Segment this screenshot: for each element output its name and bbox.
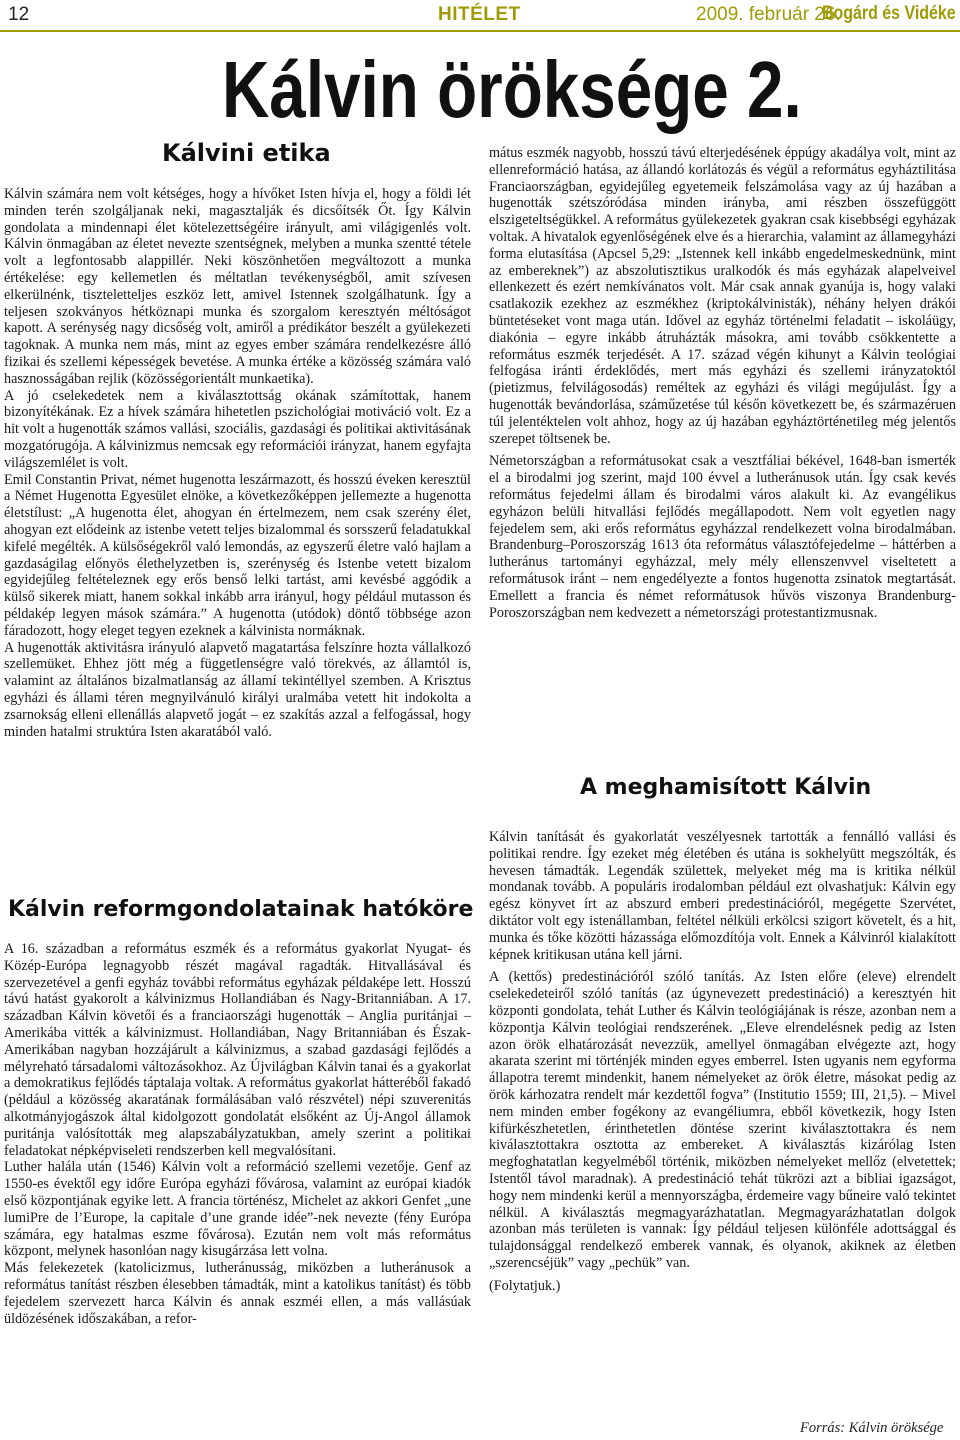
paragraph: A 16. században a református eszmék és a református gyakorlat Nyugat- és Közép-Európa legnagyobb részét magával ragadták. Hitvallásával és szervezetével a genfi egyház további református egyházak példaképe lett. Hosszú távú hatást gyakorolt a kálvinizmus Hollandiában és Nagy-Britanniában. A 17. században Kálvin követői és a franciaországi hugenották – Anglia puritánjai – Amerikába vitték a kálvinizmust. Hollandiában, Nagy Britanniában és Észak-Amerikában nagyban hozzájárult a kálvinizmus, a szabad gazdasági fejlődés a mélyreható társadalomi változásokhoz. Az Újvilágban Kálvin tanai és a gyakorlat a demokratikus fejlődés táptalaja voltak. A református gyakorlat hátteréből fakadó (például a közösség akaratának formálásában való részvétel) népi szuverenitás alkotmányjogászok által kidolgozott gondolatát elsőként az Új-Angol államok puritánja valósították meg alapszabályzatukban, amely szerint a politikai feladatokat népképviseleti rendszerben kell megvalósítani. <box>4 941 471 1159</box>
paragraph: A hugenották aktivitásra irányuló alapvető magatartása felszínre hozta vállalkozó szellemüket. Ehhez jött még a függetlenségre való törekvés, az államtól is, valamint az általános bizalmatlanság az államí tekintéllyel szemben. A Krisztus egyházi és állami téren megnyilvánuló királyi uralmába vetett hit indokolta a zsarnokság elleni ellenállás alapvető jogát – ez szakítás azzal a felfogással, hogy minden hatalmi struktúra Isten akaratából való. <box>4 639 471 740</box>
article-title: Kálvin öröksége 2. <box>222 45 802 134</box>
page-header <box>0 0 960 32</box>
right-column-lower <box>489 829 956 1295</box>
paragraph: Luther halála után (1546) Kálvin volt a reformáció szellemi vezetője. Genf az 1550-es évektől egy időre Európa egyházi fővárosa, valamint az európai kiadók első központjának egyike lett. A francia történész, Michelet az akkori Genfet „une lumiPre de l’Europe, la capitale d’une grande idée”-nek nevezte (fény Európa számára, egy hatalmas eszme fővárosa). Ezután nem volt más református központ, melynek hasonlóan nagy kisugárzása lett volna. <box>4 1159 471 1260</box>
paragraph: Emil Constantin Privat, német hugenotta leszármazott, és hosszú éveken keresztül a Német Hugenotta Egyesület elnöke, a következőképpen jellemezte a hugenotta életstílust: „A hugenotta élet, ahogyan én értelmezem, nem csak szerény élet, ahogyan ezt elődeink az istenbe vetett teljes bizalommal és sorsszerű feladatukkal kifelé megélték. A külsőségekről való lemondás, az egyszerű életre való hajlam a gazdaságilag előnyös élethelyzetben is, szerénység és Istenbe vetett bizalom egyidejűleg feltételeznek egy erős benső lelki tartást, ami kevésbé aggódik a külső sikerek miatt, hanem sokkal inkább arra irányul, hogy például mutasson és példakép legyen mások számára.” A hugenotta (utódok) döntő többsége azon fáradozott, hogy eleget tegyen ezeknek a kálvinista normáknak. <box>4 471 471 639</box>
right-column-upper <box>489 145 956 621</box>
paragraph: mátus eszmék nagyobb, hosszú távú elterjedésének éppúgy akadálya volt, mint az ellenreformáció hatása, az állandó korlátozás és végül a református egyháztilitása Franciaországban, egyidejűleg egyetemeik felszámolása vagy az új hazában a hugenották szétszóródása minden irányba, ami részben összefüggött elszigeteltségükkel. A református gyülekezetek gyakran csak kisebbségi egyházak voltak. A hivatalok egyenlőségének elve és a hierarchia, valamint az államegyházi forma elutasítása (Apcsel 5,29: „Istennek kell inkább engedelmeskednünk, mint az embereknek”) az abszolutisztikus uralkodók és más egyházak alapelveivel ellenkezett és ezért nemkívánatos volt. Már csak annak gyanúja is, hogy valaki csatlakozik ezekhez az eszmékhez (kriptokálvinisták), néhány helyen drákói büntetéseket vont maga után. Idővel az egyház történelmi feladatit – iskoláügy, diakónia – egyre inkább átruházták másokra, ami tovább csökkentette a református eszmék terjedését. A 17. század végén kihunyt a Kálvin teológiai felfogása iránti érdeklődés, mert más egyházi és szellemi irányzatoktól (pietizmus, felvilágosodás) reméltek az egyházi és világi megújulást. Így a hugenották bevándorlása, száműzetése túl későn következett be, és származéruen túl jelentéktelen volt ahhoz, hogy az új hazában egyháztörténetileg még jelentős szerepet töltsenek be. <box>489 145 956 447</box>
header-rule <box>0 30 960 32</box>
paragraph: Kálvin számára nem volt kétséges, hogy a hívőket Isten hívja el, hogy a földi lét minden terén szolgáljanak neki, magasztalják és dicsőítsék Őt. Így Kálvin gondolata a mindennapi élet kötelezettségéire irányult, ami világigenlés volt. Kálvin önmagában az életet nevezte szentségnek, melyben a munka szentté tétele volt a legfontosabb alappillér. Neki köszönhetően megváltozott a munka értékelése: egy kellemetlen és méltatlan tevékenységből, amit szívesen elkerülnénk, tiszteletteljes eszköz lett, amivel Istennek szolgálhatunk. Így a teljesen szokványos hétköznapi munka és szorgalom keresztyén méltóságot kapott. A serénység nagy dicsőség volt, amiről a prédikátor beszélt a gyülekezeti tagoknak. A munka nem más, mint az egyes ember számára rendelkezésre álló fizikai és szellemi képességek bevetése. A munka értéke a közösség számára való hasznosságában rejlik (közösségorientált munkaetika). <box>4 186 471 387</box>
newspaper-name: Bogárd és Vidéke <box>822 3 956 24</box>
paragraph: A jó cselekedetek nem a kiválasztottság okának számítottak, hanem bizonyítékának. Ez a hívek számára hihetetlen pszichológiai motiváció volt. Ez a hit volt a hugenották számos vallási, szociális, gazdasági és politikai aktivitásának mozgatórugója. A kálvinizmus nemcsak egy reformációi irányzat, hanem egyfajta világszemlélet is volt. <box>4 387 471 471</box>
page-number: 12 <box>8 4 30 25</box>
subheading-meghamisitott-kalvin: A meghamisított Kálvin <box>580 775 872 800</box>
paragraph: Németországban a reformátusokat csak a vesztfáliai békével, 1648-ban ismerték el a birodalmi jog szerint, majd 100 évvel a lutheránusok után. Így csak kevés református fejedelmi állam és birodalmi város alakult ki. Az evangélikus egyházon belüli hitvallási fejlődés megállapodott. Nem volt egyetlen nagy fejedelem sem, aki erős református egyházzal rendelkezett volna birodalmában. Brandenburg–Poroszország 1613 óta református választófejedelme – háttérben a lutheránus tartományi egyházzal, mely mély ellenszenvvel viseltetett a reformátusok iránt – nem engedélyezte a fontos hugenotta zsinatok megtartását. Emellett a francia és német reformátusok hűvös viszonya Brandenburg-Poroszországban nem kedvezett a németországi protestantizmusnak. <box>489 453 956 621</box>
subheading-kalvini-etika: Kálvini etika <box>162 139 331 167</box>
section-label: HITÉLET <box>438 4 521 25</box>
source-credit: Forrás: Kálvin öröksége <box>800 1420 944 1436</box>
left-column-lower <box>4 941 471 1327</box>
paragraph: Kálvin tanítását és gyakorlatát veszélyesnek tartották a fennálló vallási és politikai rendre. Így ezeket még életében és utána is sokhelyütt megszólták, és hevesen támadták. Legendák születtek, melyeket még ma is kritika nélkül mondanak tovább. A populáris irodalomban például ezt olvashatjuk: Kálvin egy egész könyvet írt az abszurd emberi predestinációról, megégette Szervétet, diktátor volt egy istenállamban, feltétel nélküli erkölcsi szigort követelt, és a hit, munka és tőke közötti házassága előmozdítója volt. Ennek a Kálvinról kialakított képnek kritikusan utána kell járni. <box>489 829 956 963</box>
continuation-note: (Folytatjuk.) <box>489 1277 561 1294</box>
paragraph: A (kettős) predestinációról szóló tanítás. Az Isten előre (eleve) elrendelt cselekedeteiről szóló tanítás (az úgynevezett predestináció) a keresztyén hit központi gondolata, tehát Luther és Kálvin teológiájának is része, azonban nem a központja Kálvin teológiai rendszerének. „Eleve elrendelésnek pedig az Isten azon örök elhatározását nevezzük, amellyel önmagában elvégezte azt, hogy akarata szerint mi történjék minden egyes emberrel. Isten ugyanis nem egyforma állapotra teremt mindenkit, hanem némelyeket az örök életre, másokat pedig az örök kárhozatra rendelt már kezdettől fogva” (Institutio 1559; III, 21,5). – Mivel nem minden ember fogékony az evangéliumra, ebből következik, hogy Isten kifürkészhetetlen, érinthetetlen döntése szerint kiválasztottakra és nem kiválasztottakra osztotta az embereket. A kiválasztás kizárólag Isten megfoghatatlan kegyelméből történik, miközben némelyeket mellőz (elvetettek; Istentől távol maradnak). A predestináció tehát tükrözi azt a bibliai igazságot, hogy nem mindenki kerül a mennyországba, érdemeire vagy bűneire való tekintet nélkül. A kiválasztás megmagyarázhatatlan. Megmagyarázhatatlan dolgok azonban más területen is vannak: Így például teljesen különféle adottsággal és tulajdonsággal rendelkező emberek vannak, és olyanok, akiknek az életben „szerencséjük” vagy „pechük” van. <box>489 969 956 1271</box>
subheading-reformgondolatok: Kálvin reformgondolatainak hatóköre <box>8 897 474 922</box>
paragraph: Más felekezetek (katolicizmus, lutheránusság, miközben a lutheránusok a református tanítást részben élesebben támadták, mint a katolikus tanítást) és több fejedelem szervezett harca Kálvin és annak eszméi ellen, a más vallásúak üldözésének időszakában, a refor- <box>4 1260 471 1327</box>
left-column <box>4 186 471 740</box>
issue-date: 2009. február 26. <box>696 4 841 25</box>
